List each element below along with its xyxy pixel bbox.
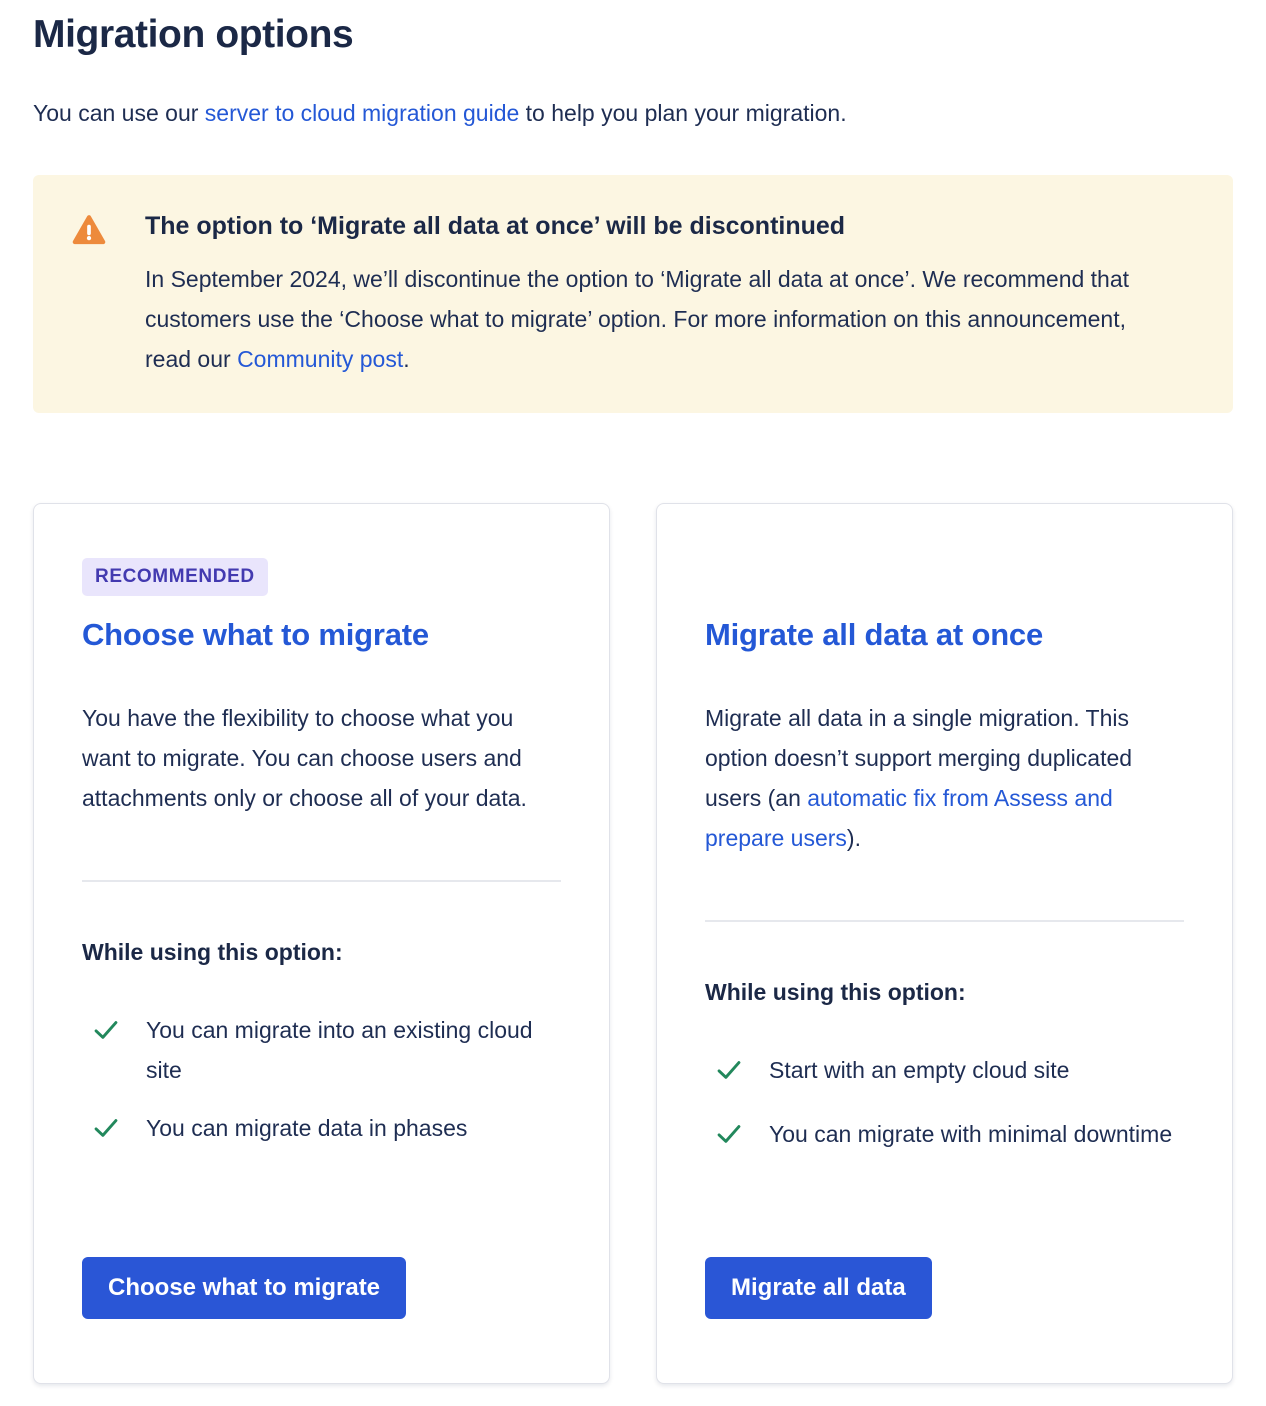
list-item: [715, 1114, 1184, 1160]
warning-content: [145, 211, 1173, 379]
card-description-post: ).: [846, 825, 861, 851]
page-title: Migration options: [33, 13, 354, 56]
main-content: [0, 13, 1266, 1384]
warning-body-pre: In September 2024, we’ll discontinue the option to ‘Migrate all data at once’. We recommend that customers use the ‘Choose what to migrate’ option. For more information on this announcement, read our: [145, 266, 1130, 372]
intro-pre: You can use our: [33, 100, 205, 126]
warning-banner: [33, 175, 1233, 413]
assess-prepare-users-link[interactable]: automatic fix from Assess and prepare users: [705, 785, 1113, 851]
card-description-pre: Migrate all data in a single migration. This option doesn’t support merging duplicated users (an: [705, 705, 1133, 811]
badge-row: [82, 558, 561, 596]
recommended-badge: RECOMMENDED: [82, 558, 268, 596]
migrate-all-data-button[interactable]: Migrate all data: [705, 1257, 932, 1319]
list-item: [92, 1108, 561, 1154]
divider: [705, 920, 1184, 922]
list-item-text: Start with an empty cloud site: [769, 1057, 1070, 1083]
card-title-choose: Choose what to migrate: [82, 617, 429, 652]
benefits-list-migrate-all: [705, 1050, 1184, 1160]
warning-title: The option to ‘Migrate all data at once’ will be discontinued: [145, 212, 846, 240]
check-icon: [92, 1114, 120, 1154]
check-icon: [715, 1120, 743, 1160]
list-item: [715, 1050, 1184, 1096]
divider: [82, 880, 561, 882]
migration-guide-link[interactable]: server to cloud migration guide: [204, 100, 520, 126]
intro-post: to help you plan your migration.: [519, 100, 847, 126]
list-item: [92, 1010, 561, 1090]
intro-text: [33, 97, 1233, 130]
card-choose-what-to-migrate: [33, 503, 610, 1384]
card-title-migrate-all: Migrate all data at once: [705, 617, 1044, 652]
badge-spacer: [705, 558, 1184, 596]
warning-body: [145, 259, 1173, 379]
benefits-list-choose: [82, 1010, 561, 1154]
community-post-link[interactable]: Community post: [237, 346, 404, 372]
list-item-text: You can migrate data in phases: [146, 1115, 468, 1141]
list-item-text: You can migrate into an existing cloud site: [146, 1017, 533, 1083]
list-heading-migrate-all: While using this option:: [705, 979, 966, 1005]
choose-what-to-migrate-button[interactable]: Choose what to migrate: [82, 1257, 406, 1319]
option-cards: [33, 503, 1233, 1384]
warning-body-post: .: [403, 346, 410, 372]
check-icon: [92, 1016, 120, 1056]
card-migrate-all-data: [656, 503, 1233, 1384]
card-description-migrate-all: [705, 698, 1184, 858]
warning-triangle-icon: [72, 213, 106, 252]
check-icon: [715, 1056, 743, 1096]
list-heading-choose: While using this option:: [82, 939, 343, 965]
list-item-text: You can migrate with minimal downtime: [769, 1121, 1173, 1147]
card-description-choose: You have the flexibility to choose what you want to migrate. You can choose users and attachments only or choose all of your data.: [82, 705, 527, 811]
